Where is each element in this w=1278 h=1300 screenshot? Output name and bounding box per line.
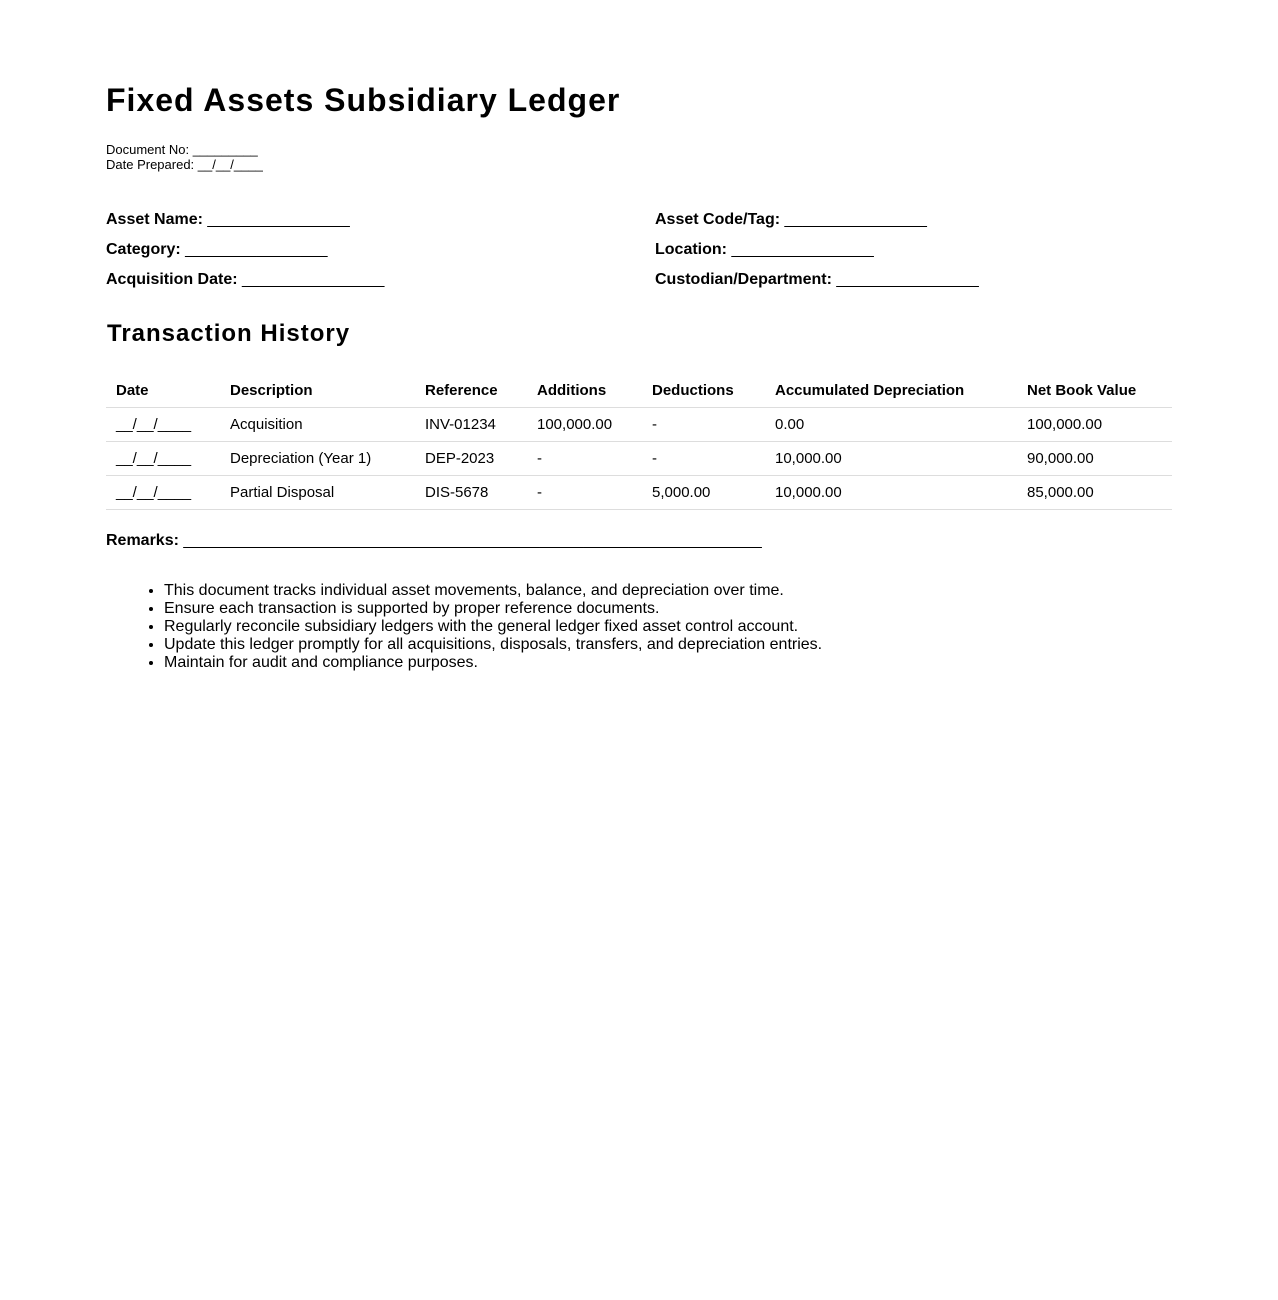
- custodian-blank: ________________: [836, 271, 979, 288]
- document-title: Fixed Assets Subsidiary Ledger: [106, 82, 621, 118]
- column-header-reference: Reference: [415, 374, 527, 408]
- cell-deductions: -: [642, 442, 765, 476]
- custodian-label: Custodian/Department:: [655, 271, 832, 288]
- column-header-net-book-value: Net Book Value: [1017, 374, 1172, 408]
- cell-deductions: 5,000.00: [642, 476, 765, 510]
- asset-name-field: [106, 210, 384, 240]
- acquisition-date-blank: ________________: [242, 271, 385, 288]
- asset-code-label: Asset Code/Tag:: [655, 211, 781, 228]
- category-label: Category:: [106, 241, 181, 258]
- asset-fields-right: [655, 210, 979, 300]
- asset-code-blank: ________________: [784, 211, 927, 228]
- column-header-description: Description: [220, 374, 415, 408]
- location-blank: ________________: [731, 241, 874, 258]
- notes-list: [0, 582, 822, 672]
- column-header-accumulated-depreciation: Accumulated Depreciation: [765, 374, 1017, 408]
- cell-description: Acquisition: [220, 408, 415, 442]
- list-item: • Regularly reconcile subsidiary ledgers with the general ledger fixed asset control account.: [164, 618, 822, 636]
- category-blank: ________________: [185, 241, 328, 258]
- transaction-history-heading: Transaction History: [107, 320, 351, 347]
- asset-name-blank: ________________: [207, 211, 350, 228]
- location-field: [655, 240, 979, 270]
- remarks-blank: _________________________________________________________________: [183, 532, 762, 549]
- cell-net-book-value: 100,000.00: [1017, 408, 1172, 442]
- column-header-deductions: Deductions: [642, 374, 765, 408]
- list-item: • Ensure each transaction is supported by proper reference documents.: [164, 600, 822, 618]
- acquisition-date-label: Acquisition Date:: [106, 271, 238, 288]
- asset-code-field: [655, 210, 979, 240]
- table-row: [106, 476, 1172, 510]
- cell-reference: DEP-2023: [415, 442, 527, 476]
- cell-deductions: -: [642, 408, 765, 442]
- cell-date: __/__/____: [106, 476, 220, 510]
- column-header-additions: Additions: [527, 374, 642, 408]
- cell-additions: 100,000.00: [527, 408, 642, 442]
- cell-additions: -: [527, 442, 642, 476]
- asset-name-label: Asset Name:: [106, 211, 203, 228]
- acquisition-date-field: [106, 270, 384, 300]
- document-meta: [106, 142, 263, 172]
- list-item: • This document tracks individual asset movements, balance, and depreciation over time.: [164, 582, 822, 600]
- category-field: [106, 240, 384, 270]
- table-row: [106, 408, 1172, 442]
- cell-accumulated-depreciation: 10,000.00: [765, 442, 1017, 476]
- cell-net-book-value: 85,000.00: [1017, 476, 1172, 510]
- document-number: Document No: _________: [106, 142, 258, 157]
- asset-fields-left: [106, 210, 384, 300]
- cell-reference: INV-01234: [415, 408, 527, 442]
- list-item: • Update this ledger promptly for all acquisitions, disposals, transfers, and depreciation entries.: [164, 636, 822, 654]
- cell-accumulated-depreciation: 10,000.00: [765, 476, 1017, 510]
- table-row: [106, 442, 1172, 476]
- cell-description: Partial Disposal: [220, 476, 415, 510]
- cell-description: Depreciation (Year 1): [220, 442, 415, 476]
- cell-additions: -: [527, 476, 642, 510]
- date-prepared: Date Prepared: __/__/____: [106, 157, 263, 172]
- column-header-date: Date: [106, 374, 220, 408]
- cell-net-book-value: 90,000.00: [1017, 442, 1172, 476]
- list-item: • Maintain for audit and compliance purposes.: [164, 654, 822, 672]
- remarks-field: [106, 532, 762, 550]
- custodian-field: [655, 270, 979, 300]
- remarks-label: Remarks:: [106, 532, 179, 549]
- cell-date: __/__/____: [106, 442, 220, 476]
- cell-accumulated-depreciation: 0.00: [765, 408, 1017, 442]
- cell-reference: DIS-5678: [415, 476, 527, 510]
- location-label: Location:: [655, 241, 727, 258]
- table-header-row: [106, 374, 1172, 408]
- transaction-table: [106, 374, 1172, 510]
- cell-date: __/__/____: [106, 408, 220, 442]
